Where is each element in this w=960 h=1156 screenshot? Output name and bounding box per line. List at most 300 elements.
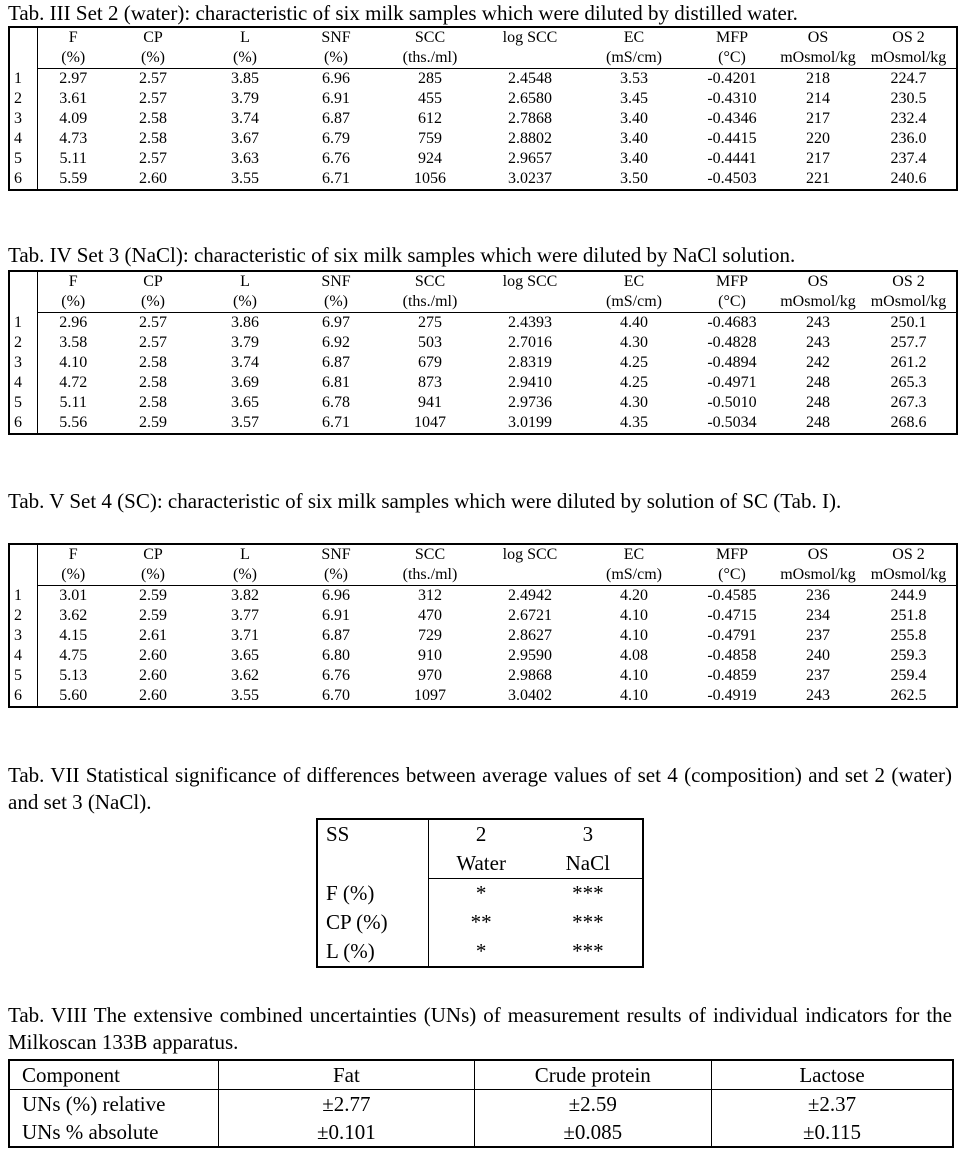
sample-number: 3 (9, 353, 37, 373)
table-cell: 6.87 (322, 354, 350, 371)
table-cell: 2.96 (59, 314, 88, 331)
table-cell: 455 (418, 90, 442, 107)
col-header: log SCC (502, 273, 558, 290)
table-cell: 6.96 (322, 587, 350, 604)
table-cell: 240.6 (890, 170, 927, 187)
table-cell: 3.71 (231, 627, 259, 644)
sig-water: ** (470, 910, 492, 934)
col-unit: (ths./ml) (379, 48, 481, 69)
table-cell: 6.79 (322, 130, 350, 147)
table-cell: -0.5010 (707, 394, 757, 411)
table-cell: 265.3 (890, 374, 927, 391)
table-cell: -0.4585 (707, 587, 757, 604)
col-header: F (68, 546, 78, 563)
table-row (9, 373, 957, 393)
table-cell: 262.5 (890, 687, 927, 704)
table-cell: 2.58 (139, 354, 167, 371)
col-header: OS (807, 546, 829, 563)
sample-number: 2 (9, 333, 37, 353)
tab3-caption: Tab. III Set 2 (water): characteristic of six milk samples which were diluted by distilled water. (8, 1, 798, 25)
table-cell: 759 (418, 130, 442, 147)
table-cell: 2.97 (59, 70, 88, 87)
table-cell: 312 (418, 587, 442, 604)
table-cell: 6.87 (322, 627, 350, 644)
table-cell: -0.4715 (707, 607, 757, 624)
table-cell: 2.57 (139, 334, 167, 351)
table-cell: 4.08 (620, 647, 648, 664)
table-cell: 2.4393 (508, 314, 552, 331)
table-cell: 970 (418, 667, 442, 684)
col-header: SNF (321, 546, 351, 563)
table-cell: 248 (806, 394, 830, 411)
col-unit (481, 565, 579, 586)
table-cell: 924 (418, 150, 442, 167)
table-cell: 2.9410 (508, 374, 552, 391)
col-header: log SCC (502, 29, 558, 46)
sample-number: 5 (9, 393, 37, 413)
table-cell: 2.57 (139, 150, 167, 167)
table-cell: 3.77 (231, 607, 259, 624)
tab7-table (316, 818, 644, 968)
col-unit: (%) (197, 565, 293, 586)
col-header: SNF (321, 273, 351, 290)
table-cell: 5.60 (59, 687, 88, 704)
table-cell: 2.9868 (508, 667, 552, 684)
table-cell: 4.10 (620, 687, 648, 704)
table-cell: 6.97 (322, 314, 350, 331)
table-cell: 4.25 (620, 374, 648, 391)
col-header: F (68, 29, 78, 46)
table-cell: -0.4791 (707, 627, 757, 644)
col-header: CP (143, 273, 163, 290)
table-cell: 3.53 (620, 70, 648, 87)
unc-fat: ±0.101 (219, 1118, 474, 1147)
table-cell: 6.78 (322, 394, 350, 411)
table-row (9, 169, 957, 190)
col-unit: mOsmol/kg (861, 565, 957, 586)
sample-number: 4 (9, 129, 37, 149)
table-cell: 243 (806, 334, 830, 351)
tab5-table (8, 543, 958, 708)
col-unit: (°C) (689, 292, 775, 313)
col-header: F (68, 273, 78, 290)
table-cell: 251.8 (890, 607, 927, 624)
col-unit: mOsmol/kg (861, 292, 957, 313)
sig-row (317, 908, 643, 937)
table-row (9, 69, 957, 90)
table-cell: 257.7 (890, 334, 927, 351)
table-cell: -0.4310 (707, 90, 757, 107)
table-cell: 236 (806, 587, 830, 604)
col-unit: (%) (109, 565, 197, 586)
table-cell: 3.40 (620, 150, 648, 167)
table-cell: 729 (418, 627, 442, 644)
table-cell: 2.58 (139, 394, 167, 411)
col-water-num: 2 (475, 822, 487, 846)
table-cell: 3.74 (231, 354, 259, 371)
col-unit: (mS/cm) (579, 565, 689, 586)
col-unit: (mS/cm) (579, 48, 689, 69)
ss-label: SS (317, 819, 428, 879)
table-cell: 214 (806, 90, 830, 107)
table-cell: 237 (806, 667, 830, 684)
table-row (9, 313, 957, 334)
table-cell: 234 (806, 607, 830, 624)
sample-number: 6 (9, 169, 37, 190)
table-cell: 232.4 (890, 110, 927, 127)
table-cell: 5.56 (59, 414, 88, 431)
table-cell: 2.9736 (508, 394, 552, 411)
table-cell: 285 (418, 70, 442, 87)
table-cell: 2.58 (139, 130, 167, 147)
component-header: Component (9, 1060, 219, 1090)
table-cell: -0.4971 (707, 374, 757, 391)
table-cell: 6.87 (322, 110, 350, 127)
table-cell: 221 (806, 170, 830, 187)
table-cell: 6.76 (322, 667, 350, 684)
table-row (9, 149, 957, 169)
table-cell: 2.58 (139, 110, 167, 127)
col-header: L (240, 29, 250, 46)
sig-row-label: CP (%) (317, 908, 428, 937)
table-cell: 3.79 (231, 334, 259, 351)
table-cell: 2.8802 (508, 130, 552, 147)
table-cell: 3.57 (231, 414, 259, 431)
col-unit: (°C) (689, 48, 775, 69)
col-header: EC (623, 546, 645, 563)
table-cell: 1047 (414, 414, 446, 431)
table-cell: 250.1 (890, 314, 927, 331)
table-row (9, 109, 957, 129)
col-water-label: Water (428, 849, 533, 879)
col-unit: (mS/cm) (579, 292, 689, 313)
sample-number: 2 (9, 606, 37, 626)
tab8-caption: Tab. VIII The extensive combined uncertainties (UNs) of measurement results of individual indicators for the Milkoscan 133B apparatus. (8, 1003, 952, 1054)
table-cell: 3.45 (620, 90, 648, 107)
table-cell: -0.5034 (707, 414, 757, 431)
unc-row-label: UNs % absolute (9, 1118, 219, 1147)
col-unit: (%) (197, 292, 293, 313)
table-cell: 2.60 (139, 687, 167, 704)
table-cell: 3.79 (231, 90, 259, 107)
col-unit: (%) (109, 48, 197, 69)
table-cell: 941 (418, 394, 442, 411)
tab5-caption: Tab. V Set 4 (SC): characteristic of six milk samples which were diluted by solution of SC (Tab. I). (8, 489, 842, 513)
col-unit: mOsmol/kg (775, 48, 861, 69)
unc-protein: ±2.59 (474, 1090, 711, 1119)
col-header: CP (143, 29, 163, 46)
table-cell: 4.09 (59, 110, 88, 127)
table-cell: 910 (418, 647, 442, 664)
table-cell: 6.70 (322, 687, 350, 704)
col-header: EC (623, 29, 645, 46)
table-cell: 6.91 (322, 607, 350, 624)
col-nacl-num: 3 (582, 822, 594, 846)
table-row (9, 413, 957, 434)
table-cell: 2.7016 (508, 334, 552, 351)
table-cell: 5.59 (59, 170, 88, 187)
table-row (9, 89, 957, 109)
table-cell: 2.8319 (508, 354, 552, 371)
table-cell: 2.58 (139, 374, 167, 391)
tab4-caption: Tab. IV Set 3 (NaCl): characteristic of six milk samples which were diluted by NaCl solution. (8, 243, 796, 267)
table-cell: 224.7 (890, 70, 927, 87)
table-cell: 242 (806, 354, 830, 371)
col-unit: mOsmol/kg (861, 48, 957, 69)
table-cell: 3.62 (231, 667, 259, 684)
table-cell: -0.4894 (707, 354, 757, 371)
table-cell: 3.01 (59, 587, 88, 604)
table-cell: 248 (806, 414, 830, 431)
col-header: MFP (715, 273, 749, 290)
table-cell: 1097 (414, 687, 446, 704)
table-cell: -0.4503 (707, 170, 757, 187)
table-cell: 2.57 (139, 314, 167, 331)
table-cell: 237 (806, 627, 830, 644)
table-cell: 2.57 (139, 70, 167, 87)
table-cell: -0.4415 (707, 130, 757, 147)
table-cell: 4.25 (620, 354, 648, 371)
col-header: MFP (715, 546, 749, 563)
col-header: SCC (414, 546, 446, 563)
col-unit: mOsmol/kg (775, 292, 861, 313)
unc-lactose: ±2.37 (807, 1092, 857, 1116)
table-cell: 2.59 (139, 587, 167, 604)
table-cell: 3.65 (231, 394, 259, 411)
table-cell: 3.55 (231, 687, 259, 704)
table-cell: 4.20 (620, 587, 648, 604)
col-unit: (%) (37, 292, 109, 313)
table-cell: 6.92 (322, 334, 350, 351)
table-cell: -0.4828 (707, 334, 757, 351)
col-unit: (%) (293, 292, 379, 313)
fat-header: Fat (219, 1060, 474, 1090)
col-header: OS (807, 273, 829, 290)
sig-nacl: *** (572, 939, 604, 963)
table-cell: 244.9 (890, 587, 927, 604)
table-cell: 3.82 (231, 587, 259, 604)
unc-row (9, 1118, 953, 1147)
col-header: SCC (414, 273, 446, 290)
table-cell: 243 (806, 687, 830, 704)
table-cell: 218 (806, 70, 830, 87)
table-cell: 3.55 (231, 170, 259, 187)
table-row (9, 646, 957, 666)
table-cell: 230.5 (890, 90, 927, 107)
col-header: L (240, 273, 250, 290)
col-unit: (%) (197, 48, 293, 69)
sample-number: 4 (9, 646, 37, 666)
table-cell: 236.0 (890, 130, 927, 147)
table-cell: 3.40 (620, 130, 648, 147)
tab4-table (8, 270, 958, 435)
table-cell: 2.6580 (508, 90, 552, 107)
table-cell: 2.59 (139, 607, 167, 624)
col-unit: (ths./ml) (379, 292, 481, 313)
col-header: SCC (414, 29, 446, 46)
sample-number: 2 (9, 89, 37, 109)
table-cell: 3.50 (620, 170, 648, 187)
table-cell: 2.4942 (508, 587, 552, 604)
sig-row-label: L (%) (317, 937, 428, 967)
table-row (9, 606, 957, 626)
sample-number: 6 (9, 686, 37, 707)
col-unit: (%) (293, 565, 379, 586)
table-cell: 3.0199 (508, 414, 552, 431)
col-header: SNF (321, 29, 351, 46)
col-header: OS 2 (892, 273, 925, 290)
table-cell: 3.85 (231, 70, 259, 87)
unc-row (9, 1090, 953, 1119)
sample-number: 1 (9, 69, 37, 90)
sample-number: 3 (9, 626, 37, 646)
table-cell: 6.76 (322, 150, 350, 167)
table-cell: 259.4 (890, 667, 927, 684)
table-cell: 4.75 (59, 647, 88, 664)
table-cell: 3.74 (231, 110, 259, 127)
table-cell: 2.4548 (508, 70, 552, 87)
table-cell: 4.35 (620, 414, 648, 431)
table-cell: 4.15 (59, 627, 88, 644)
table-cell: 6.71 (322, 414, 350, 431)
table-cell: 2.6721 (508, 607, 552, 624)
table-cell: 4.10 (59, 354, 88, 371)
table-cell: -0.4201 (707, 70, 757, 87)
table-cell: 6.71 (322, 170, 350, 187)
table-cell: 2.59 (139, 414, 167, 431)
unc-protein: ±0.085 (474, 1118, 711, 1147)
sample-number: 5 (9, 149, 37, 169)
col-unit: (°C) (689, 565, 775, 586)
table-cell: 237.4 (890, 150, 927, 167)
table-cell: 2.61 (139, 627, 167, 644)
table-cell: 5.11 (59, 150, 87, 167)
sig-row (317, 879, 643, 909)
table-cell: 5.11 (59, 394, 87, 411)
table-cell: 2.9590 (508, 647, 552, 664)
table-row (9, 686, 957, 707)
table-cell: 3.61 (59, 90, 88, 107)
table-cell: 2.8627 (508, 627, 552, 644)
table-cell: 255.8 (890, 627, 927, 644)
col-nacl-label: NaCl (534, 849, 643, 879)
col-header: CP (143, 546, 163, 563)
table-row (9, 393, 957, 413)
sample-number: 1 (9, 313, 37, 334)
tab7-caption: Tab. VII Statistical significance of differences between average values of set 4 (composition) and set 2 (water) and set 3 (NaCl). (8, 763, 952, 814)
table-cell: -0.4858 (707, 647, 757, 664)
col-header: L (240, 546, 250, 563)
table-cell: 243 (806, 314, 830, 331)
table-cell: 3.69 (231, 374, 259, 391)
table-cell: 3.62 (59, 607, 88, 624)
sig-row-label: F (%) (317, 879, 428, 909)
table-cell: 2.60 (139, 667, 167, 684)
table-cell: 4.10 (620, 627, 648, 644)
table-cell: 3.0237 (508, 170, 552, 187)
table-cell: 4.10 (620, 667, 648, 684)
table-cell: 261.2 (890, 354, 927, 371)
table-cell: 470 (418, 607, 442, 624)
col-unit: mOsmol/kg (775, 565, 861, 586)
table-cell: 6.91 (322, 90, 350, 107)
table-cell: 217 (806, 150, 830, 167)
table-cell: 6.80 (322, 647, 350, 664)
table-cell: -0.4683 (707, 314, 757, 331)
table-cell: 220 (806, 130, 830, 147)
crude-protein-header: Crude protein (474, 1060, 711, 1090)
lactose-header: Lactose (712, 1060, 953, 1090)
table-cell: -0.4441 (707, 150, 757, 167)
table-cell: 267.3 (890, 394, 927, 411)
col-unit: (ths./ml) (379, 565, 481, 586)
table-cell: 4.73 (59, 130, 88, 147)
table-row (9, 626, 957, 646)
sample-number: 5 (9, 666, 37, 686)
table-cell: -0.4859 (707, 667, 757, 684)
unc-lactose: ±0.115 (803, 1120, 861, 1144)
table-cell: 2.57 (139, 90, 167, 107)
table-cell: 2.9657 (508, 150, 552, 167)
sig-nacl: *** (572, 910, 604, 934)
table-cell: 4.72 (59, 374, 88, 391)
table-cell: 873 (418, 374, 442, 391)
col-unit: (%) (109, 292, 197, 313)
table-cell: 248 (806, 374, 830, 391)
table-cell: 679 (418, 354, 442, 371)
table-cell: 2.7868 (508, 110, 552, 127)
table-cell: 4.40 (620, 314, 648, 331)
table-cell: 3.67 (231, 130, 259, 147)
col-header: log SCC (502, 546, 558, 563)
sig-water: * (475, 939, 487, 963)
col-header: OS 2 (892, 29, 925, 46)
table-row (9, 353, 957, 373)
table-cell: 3.0402 (508, 687, 552, 704)
table-cell: 268.6 (890, 414, 927, 431)
sample-number: 1 (9, 586, 37, 607)
col-unit: (%) (37, 565, 109, 586)
table-cell: 4.30 (620, 334, 648, 351)
sig-nacl: *** (572, 881, 604, 905)
col-unit (481, 48, 579, 69)
table-cell: 503 (418, 334, 442, 351)
table-cell: 4.10 (620, 607, 648, 624)
table-cell: 275 (418, 314, 442, 331)
col-header: OS (807, 29, 829, 46)
table-cell: 259.3 (890, 647, 927, 664)
table-cell: 3.58 (59, 334, 88, 351)
table-cell: 3.63 (231, 150, 259, 167)
table-cell: 612 (418, 110, 442, 127)
col-unit: (%) (37, 48, 109, 69)
sig-row (317, 937, 643, 967)
col-unit: (%) (293, 48, 379, 69)
col-unit (481, 292, 579, 313)
table-cell: 1056 (414, 170, 446, 187)
col-header: OS 2 (892, 546, 925, 563)
sig-water: * (475, 881, 487, 905)
table-cell: 6.81 (322, 374, 350, 391)
unc-row-label: UNs (%) relative (9, 1090, 219, 1119)
sample-number: 4 (9, 373, 37, 393)
col-header: EC (623, 273, 645, 290)
table-row (9, 129, 957, 149)
table-row (9, 333, 957, 353)
table-cell: 2.60 (139, 170, 167, 187)
table-cell: 2.60 (139, 647, 167, 664)
sample-number: 6 (9, 413, 37, 434)
